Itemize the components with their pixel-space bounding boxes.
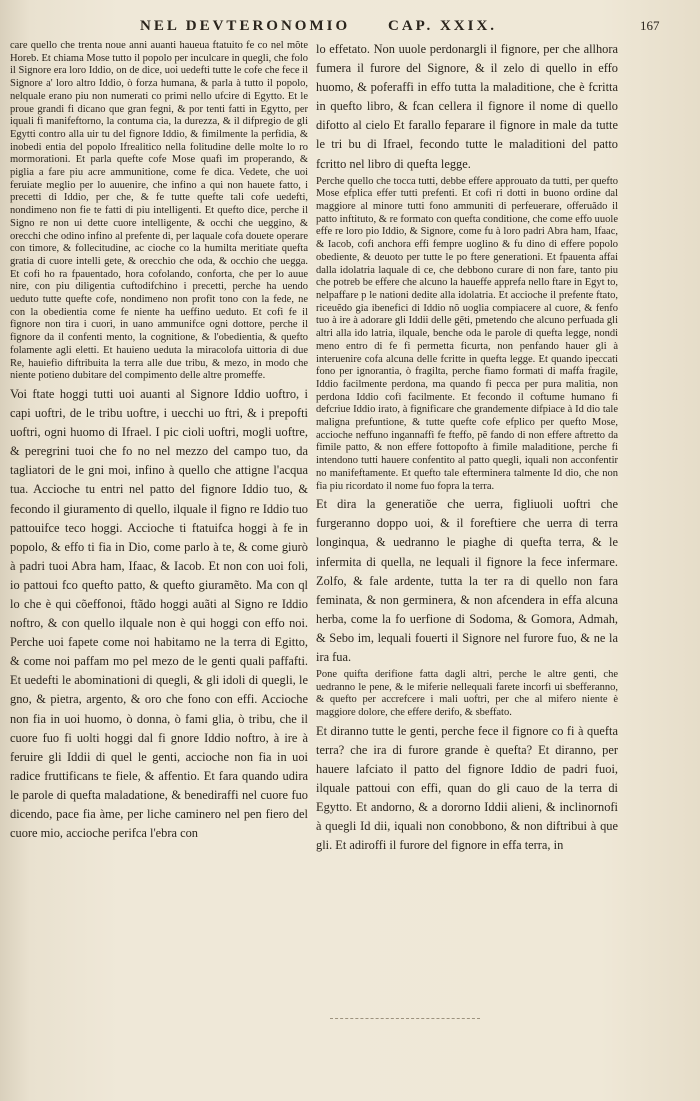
scripture-paragraph: Et dira la generatiõe che uerra, figliuoli uoftri che furgeranno doppo uoi, & il foreftiere che uerra di terra longinqua, & uedranno le piaghe di quefta terra, & le infermita di quella, ne lequali il fignore la fece infermare. Zolfo, & fale ardente, tutta la ter ra di quello non fara feminata, & non germinera, & non afcendera in effa alcuna herba, come la fo uerfione di Sodoma, & Gomora, Admah, & Sebo im, lequali fouerti il Signore nel furore fuo, & ne la ira fua. [316,497,618,664]
page-header [0,18,700,38]
scripture-paragraph: Et diranno tutte le genti, perche fece il fignore co fi à quefta terra? che ira di furore grande è quefta? Et diranno, per hauere lafciato il patto del fignore Iddio de padri fuoi, ilquale pattoui con effi, quan do gli cauo de la terra di Egytto. Et andorno, & a dororno Iddii alieni, & inclinornofi à quegli Id dii, iquali non conobbono, & non diftribui à que gli. Et adiroffi il furore del fignore in effa terra, in [316,723,618,853]
footer-rule [330,1018,480,1019]
commentary-paragraph: care quello che trenta noue anni auanti haueua ftatuito fe co nel mõte Horeb. Et chiama Mose tutto il popolo per inculcare in quegli, che folo il Signore era loro Iddio, on de dice, uoi uedefti tutte le cofe che fece il Signore a' loro altro Iddio, ò forza humana, & parla à tutto il popolo, nelquale erano piu non numerati co primi nello ufcire di Egytto. Et le proue grandi fi dicano que gran fegni, & por tenti fatti in Egytto, per iquali fi manifeftorno, la contuma cia, la durezza, & il difpregio de gli Egytti contro alla uir tu del fignore Iddio, & fimilmente la perfidia, & inobedi entia del popolo Ifrealitico nella folitudine delle molte lo ro mormorationi. Et parla quefte cofe Mose quafi im properando, & piglia a fare piu acre ammunitione, come fe dica. Vedete, che uoi feruiate meglio per lo auuenire, che infino a qui non hauete fatto, i precetti di Iddio, per che, & fe tutte quefte tali cofe uedefti, nondimeno non fie te fatti di piu intelligenti. Et quefto dice, perche il Signo re non ui dette cuore intelligente, & occhi che ueggino, & orecchi che odino infino al prefente di, per laquale cofa douete operare con timore, & follecitudine, ac cioche co la humilta meritiate quefta gratia di cuore intelli gete, & orecchio che oda, & occhio che ueggа. Et cofi ho ra fpauentado, hora cofolando, conforta, che per lo auue nire, con piu diligentia cuftodifchino i precetti, perche ha uendo ueduto tutte quefte cofe, nondimeno non profit tono con la fede, ne con la obedientia come fe niente ha ueffino ueduto. Et cofi fe il fignore non tira i cuori, in uano ammunifce ogni dottore, perche il fignore da il confenti mento, la cognitione, & l'obedientia, & quefto folamente agli eletti. Et hauieno ueduta la miracolofa uittoria di due Re, hauiefio diftribuita la terra alle due tribu, & mezo, in modo che niente potieno dubitare del compimento delle altre promeffe. [10,40,308,382]
scripture-paragraph: lo effetato. Non uuole perdonargli il fignore, per che allhora fumera il furore del Signore, & il zelo di quello in effo huomo, & poferaffi in effo tutta la maladitione, che è fcritta in quefto libro, & fcan cellera il fignore il nome di quello difotto al cielo Et farallo feparare il fignore in male da tutte le tri bu di Ifrael, fecondo tutte le maladitioni del patto fcritto nel libro di quefta legge. [316,42,618,171]
commentary-paragraph: Perche quello che tocca tutti, debbe effere approuato da tutti, per quefto Mose efplica effer tutti prefenti. Et cofi ri dotti in buono ordine dal maggiore al minore tutti fono ammuniti di perfeuerare, offeruãdo il patto inftituto, & re formato con quefta conditione, che come effo uuole effe re loro pio Iddio, & Signore, come fu à loro padri Abra ham, Ifaac, & Iacob, cofi anchora effi fempre uoglino & fu dino di effere popolo obediente, & deuoto per tutte le po ftere generationi. Et fpauenta affai dalla idolatria laquale di ce, che debbono curare di non fare, tanto piu che potreb be effere che alcuno la haueffe apprefa nello ftare in Egyt to, nelpaffare p le nationi dedite alla idolatria. Et accioche il prefente ftato, riceuẽdo gia ibenefici di Iddio nõ uoglia compiacere al cuore, & fenfo tuo à ire à adorare gli Iddii delle gẽti, pmetendo che alcuno perfuada gli altri alla ido latria, ilquale, benche oda le parole di quefta legge, nondi meno entro di fe fi permetta ficurtа, non penfando hauer gli à interuenire cofa alcuna delle fcritte in quefta legge. Et quando ipeccati fono per ignorantia, ò fragilta, perche fiamo formati di maffa fragile, Iddio facilmente perdona, ma quando fi pecca per pura malitia, non perdona Iddio cofi facilmente. Et fecondo il coftume humano fi defcriue Iddio irato, à fignificare che grandemente difpiace à Id dio tale maligna prefuntione, & tutte quefte cofe efplico per quefto Mose, accioche neffuno ingannaffi fe fteffo, pẽ fando di non effere aftretto da fimile patto, & non effere fottopofto à fimile maladitione, perche fi intendono tutti hauere confentito al patto quegli, iquali non acconfentir no manifeftamente. Et quefto tale efterminera talmente Id dio, che non fia piu ricordato il nome fuo fopra la terra. [316,175,618,492]
chapter-heading: CAP. XXIX. [388,18,498,34]
right-column [316,40,618,1040]
left-column [10,40,308,1040]
commentary-paragraph: Pone quifta derifione fatta dagli altri, perche le altre genti, che uedranno le pene, & le miferie nellequali farete incorfi ui sbefferanno, & quefto per accrefcere i mali uoftri, per che al mifero niente è maggiore dolore, che effere derifo, & sbeffato. [316,669,618,719]
scripture-paragraph: Voi ftate hoggi tutti uoi auanti al Signore Iddio uoftro, i capi uoftri, de le tribu uoftre, i uecchi uo ftri, & i prepofti uoftri, ogni huomo di Ifrael. I pic cioli uoftri, mogli uoftre, & peregrini tuoi che fo no nel mezzo del campo tuo, da tagliatori de le gni moi, infino à quello che attigne l'acqua tua. Accioche tu entri nel patto del fignore Iddio tuo, & fecondo il giuramento di quello, ilquale il figno re Iddio tuo pattouifce teco hoggi. Accioche ti ftatuifca hoggi à fe in popolo, & effo ti fia in Dio, come parlo à te, & come giurò à padri tuoi Abra ham, Ifaac, & Iacob. Et non con uoi foli, io pattoui fco quefto patto, & quefto giuramẽto. Ma con ql lo che è qui cõeffonoi, ftãdo hoggi auãti al Signo re Iddio noftro, & con quello ilquale non è qui hoggi con effo noi. Perche uoi fapete come noi habitamo ne la terra di Egitto, & come noi paffam mo pel mezo de le genti quali paffafti. Et uedefti le abominationi di quegli, & gli idoli di quegli, le gno, & pietra, argento, & oro che fono con effi. Accioche non fia in uoi huomo, ò donna, ò fami glia, ò tribu, che il cuore fuo fi uolti hoggi dal fi gnore Iddio noftro, à ire à feruire gli Iddii di quel le genti, accioche non fia in uoi radice fruttificans te fiele, & affentio. Et fara quando udira le parole di quefta maladatione, & benediraffi nel cuore fuo dicendo, pace fia àme, per liche caminero nel pen fiero del cuore mio, accioche perifca l'ebra con [10,386,308,841]
running-title: NEL DEVTERONOMIO [140,18,351,34]
folio-number: 167 [640,18,660,33]
